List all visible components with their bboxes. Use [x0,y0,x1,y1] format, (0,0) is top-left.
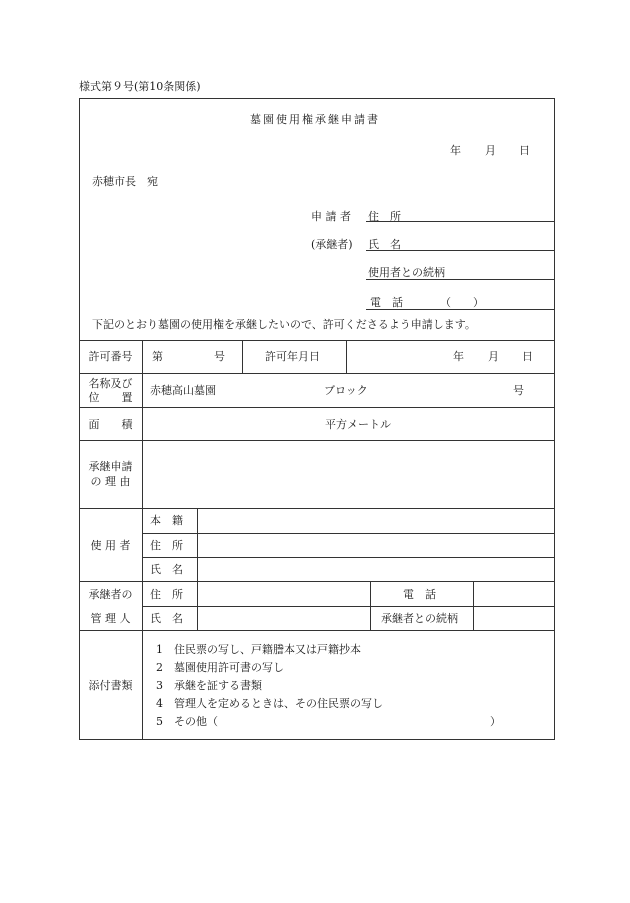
row-divider [142,606,555,607]
row-divider [79,407,555,408]
row-divider [79,340,555,341]
user-domicile-field[interactable] [200,510,552,531]
reason-field[interactable] [146,444,551,504]
manager-phone-field[interactable] [476,584,552,604]
permit-number-label: 許可番号 [88,350,133,363]
user-domicile-label: 本 籍 [150,514,183,527]
permit-month: 月 [488,350,499,363]
reason-label-line1: 承継申請 [88,460,133,473]
column-divider [197,508,198,630]
area-unit: 平方メートル [325,418,391,431]
manager-address-label: 住 所 [150,588,183,601]
location-label-line2: 位 置 [88,391,133,404]
attachment-item: 3 承継を証する書類 [156,679,262,692]
permit-date-label: 許可年月日 [265,350,320,363]
manager-relation-label: 承継者との続柄 [381,612,458,625]
statement: 下記のとおり墓園の使用権を承継したいので、許可くださるよう申請します。 [92,318,476,331]
location-label-line1: 名称及び [88,377,133,390]
form-number: 様式第９号(第10条関係) [79,80,201,93]
applicant-relation-label: 使用者との続柄 [368,266,445,279]
attachment-close-paren: ） [490,715,501,728]
row-divider [79,508,555,509]
manager-phone-label: 電 話 [403,588,436,601]
applicant-phone-line[interactable] [366,309,555,310]
user-name-field[interactable] [200,559,552,579]
column-divider [370,581,371,630]
attachments-label: 添付書類 [88,679,133,692]
column-divider [473,581,474,630]
manager-name-label: 氏 名 [150,612,183,625]
user-label: 使 用 者 [90,539,131,552]
permit-year: 年 [453,350,464,363]
permit-day: 日 [522,350,533,363]
row-divider [142,557,555,558]
addressee: 赤穂市長 宛 [92,175,158,188]
column-divider [142,340,143,740]
attachment-item: 5 その他（ [156,715,218,728]
manager-address-field[interactable] [200,584,368,604]
row-divider [79,630,555,631]
applicant-phone-label: 電 話 [370,296,403,309]
location-go: 号 [513,384,524,397]
permit-go: 号 [214,350,225,363]
attachment-item: 2 墓園使用許可書の写し [156,661,284,674]
row-divider [142,533,555,534]
manager-relation-field[interactable] [476,608,552,628]
applicant-role-paren: (承継者) [311,238,353,251]
user-name-label: 氏 名 [150,563,183,576]
manager-label-line1: 承継者の [88,588,133,601]
cemetery-name: 赤穂高山墓園 [150,384,216,397]
date-year-label: 年 [450,144,461,157]
manager-name-field[interactable] [200,608,368,628]
row-divider [79,440,555,441]
applicant-name-line[interactable] [366,250,555,251]
user-address-field[interactable] [200,535,552,555]
applicant-address-line[interactable] [366,221,555,222]
applicant-name-label: 氏 名 [368,238,401,251]
applicant-role: 申 請 者 [311,210,351,223]
row-divider [79,581,555,582]
manager-label-line2: 管 理 人 [90,612,131,625]
permit-dai: 第 [152,350,163,363]
area-label: 面 積 [88,418,133,431]
applicant-address-label: 住 所 [368,210,401,223]
applicant-relation-line[interactable] [366,279,555,280]
date-day-label: 日 [519,144,530,157]
reason-label-line2: の 理 由 [90,475,131,488]
column-divider [346,340,347,373]
block-label: ブロック [324,384,368,397]
date-month-label: 月 [485,144,496,157]
user-address-label: 住 所 [150,539,183,552]
applicant-phone-paren: （ ） [440,296,484,309]
row-divider [79,373,555,374]
column-divider [242,340,243,373]
attachment-item: 1 住民票の写し、戸籍謄本又は戸籍抄本 [156,643,361,656]
attachment-item: 4 管理人を定めるときは、その住民票の写し [156,697,383,710]
form-title: 墓園使用権承継申請書 [250,113,380,126]
